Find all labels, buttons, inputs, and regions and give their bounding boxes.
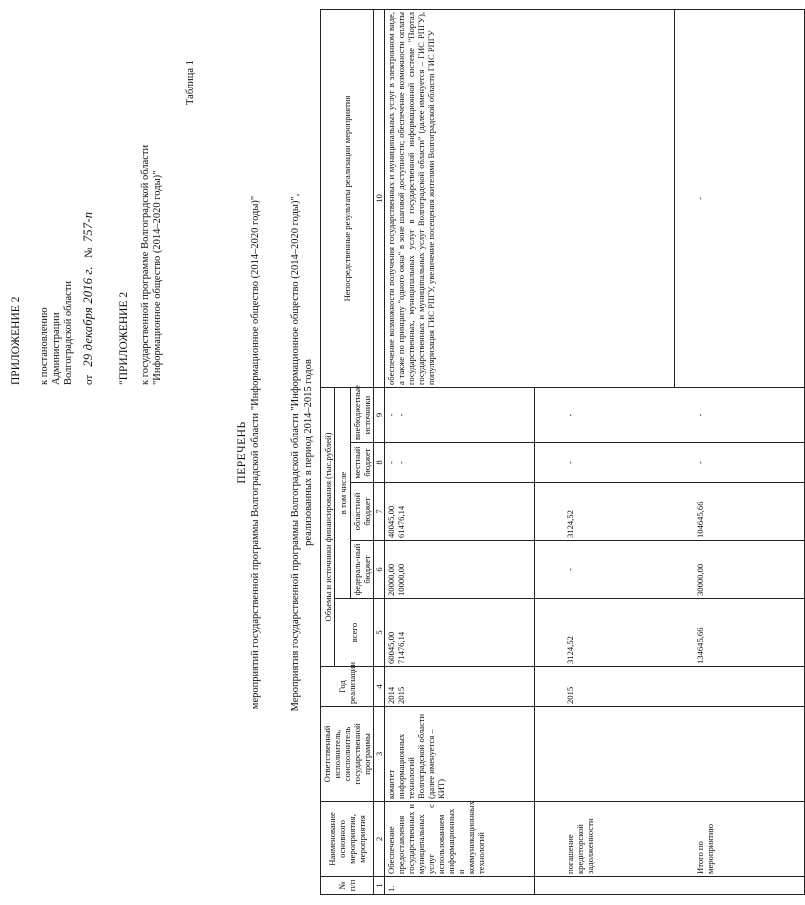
activities-table	[320, 9, 805, 895]
header-total: всего	[335, 599, 374, 667]
row1-regional	[385, 483, 535, 541]
row1-executor: комитет информационных технологий Волгоградской области (далее именуется – КИТ)	[385, 707, 535, 802]
row1-years	[385, 667, 535, 707]
header-year: Год реализации	[321, 667, 374, 707]
total-name: Итого по мероприятию	[675, 802, 805, 877]
number-value: 757-п	[81, 211, 95, 243]
header-federal: федераль-ный бюджет	[351, 541, 374, 599]
row1-name: Обеспечение предоставления государственных и муниципальных услуг с использованием информационных и коммуникационных технологий	[385, 802, 535, 877]
header-name: Наименование основного мероприятия, мероприятия	[321, 802, 374, 877]
row1-federal	[385, 541, 535, 599]
row2-num-empty	[535, 877, 675, 895]
row2-year: 2015	[535, 667, 675, 707]
year-value: 2015	[396, 686, 406, 704]
col-number: 4	[374, 667, 385, 707]
row1-offbudget	[385, 387, 535, 442]
appendix-line-1: к постановлению	[39, 307, 50, 385]
total-regional: 104645,66	[675, 483, 805, 541]
date-value: 29 декабря 2016 г.	[81, 266, 95, 367]
col-number: 3	[374, 707, 385, 802]
date-prefix: от	[83, 374, 95, 385]
col-number: 1	[374, 877, 385, 895]
row2-local: -	[535, 443, 675, 483]
offbudget-value: -	[396, 413, 406, 417]
appendix-line-2: Администрации	[51, 312, 62, 385]
heading-subtitle-2: Мероприятия государственной программы Волгоградской области "Информационное общество (2014–2020 годы)",	[290, 193, 301, 712]
column-number-row	[374, 9, 385, 894]
col-number: 6	[374, 541, 385, 599]
row2-regional: 3124,52	[535, 483, 675, 541]
regional-value: 40045,00	[386, 505, 396, 538]
total-num-empty	[675, 877, 805, 895]
program-appendix-title: "ПРИЛОЖЕНИЕ 2	[118, 291, 130, 385]
table-row-total	[675, 9, 805, 894]
appendix-title: ПРИЛОЖЕНИЕ 2	[10, 296, 22, 385]
total-federal: 30000,00	[675, 541, 805, 599]
year-value: 2014	[386, 686, 396, 704]
total-offbudget: -	[675, 387, 805, 442]
row2-name: погашение кредиторской задолженности	[535, 802, 675, 877]
total-year-empty	[675, 667, 805, 707]
row1-totals	[385, 599, 535, 667]
row2-federal: -	[535, 541, 675, 599]
table-label: Таблица 1	[185, 60, 196, 105]
total-local: -	[675, 443, 805, 483]
total-executor-empty	[675, 707, 805, 802]
appendix-line-3: Волгоградской области	[63, 280, 74, 385]
col-number: 10	[374, 9, 385, 387]
number-prefix: №	[83, 247, 95, 259]
heading-title: ПЕРЕЧЕНЬ	[236, 421, 248, 484]
appendix-date-line	[82, 212, 96, 385]
header-volumes: Объемы и источники финансирования (тыс.рублей)	[321, 387, 335, 666]
col-number: 5	[374, 599, 385, 667]
row1-local	[385, 443, 535, 483]
local-value: -	[386, 461, 396, 464]
federal-value: 10000,00	[396, 563, 406, 596]
regional-value: 61476,14	[396, 505, 406, 538]
row2-total: 3124,52	[535, 599, 675, 667]
row1-result: обеспечение возможности получения государственных и муниципальных услуг в электронном виде, а также по принципу "одного окна" в зоне шаговой доступности; обеспечение возможности оплаты государственных, муниципальных услуг в государственной информационной системе "Портал государственных и муниципальных услуг Волгоградской области" (далее именуется – ГИС РПГУ), популяризация ГИС РПГУ, увеличение посещения жителями Волгоградской области ГИС РПГУ	[385, 9, 675, 387]
total-value: 60045,00	[386, 631, 396, 664]
row2-offbudget: -	[535, 387, 675, 442]
offbudget-value: -	[386, 413, 396, 417]
table-row-1	[385, 9, 535, 894]
local-value: -	[396, 461, 406, 464]
header-local: местный бюджет	[351, 443, 374, 483]
col-number: 7	[374, 483, 385, 541]
federal-value: 20000,00	[386, 563, 396, 596]
header-executor: Ответственный исполнитель, соисполнитель государственной программы	[321, 707, 374, 802]
col-number: 2	[374, 802, 385, 877]
total-result: -	[675, 9, 805, 387]
total-value: 71476,14	[396, 631, 406, 664]
header-offbudget: внебюджетные источники	[351, 387, 374, 442]
total-total: 134645,66	[675, 599, 805, 667]
row2-executor-empty	[535, 707, 675, 802]
row1-num: 1.	[385, 877, 535, 895]
heading-subtitle-3: реализованных в период 2014–2015 годов	[303, 359, 314, 546]
header-incl: в том числе	[335, 387, 351, 598]
col-number: 8	[374, 443, 385, 483]
heading-subtitle-1: мероприятий государственной программы Волгоградской области "Информационное общество (2014–2020 годы)"	[250, 195, 261, 710]
header-results: Непосредственные результаты реализации мероприятия	[321, 9, 374, 387]
header-num: № п/п	[321, 877, 374, 895]
program-appendix-line-2: "Информационное общество (2014–2020 годы)"	[152, 170, 163, 385]
header-regional: областной бюджет	[351, 483, 374, 541]
header-row-1	[321, 9, 335, 894]
program-appendix-line-1: к государственной программе Волгоградской области	[140, 144, 151, 385]
col-number: 9	[374, 387, 385, 442]
